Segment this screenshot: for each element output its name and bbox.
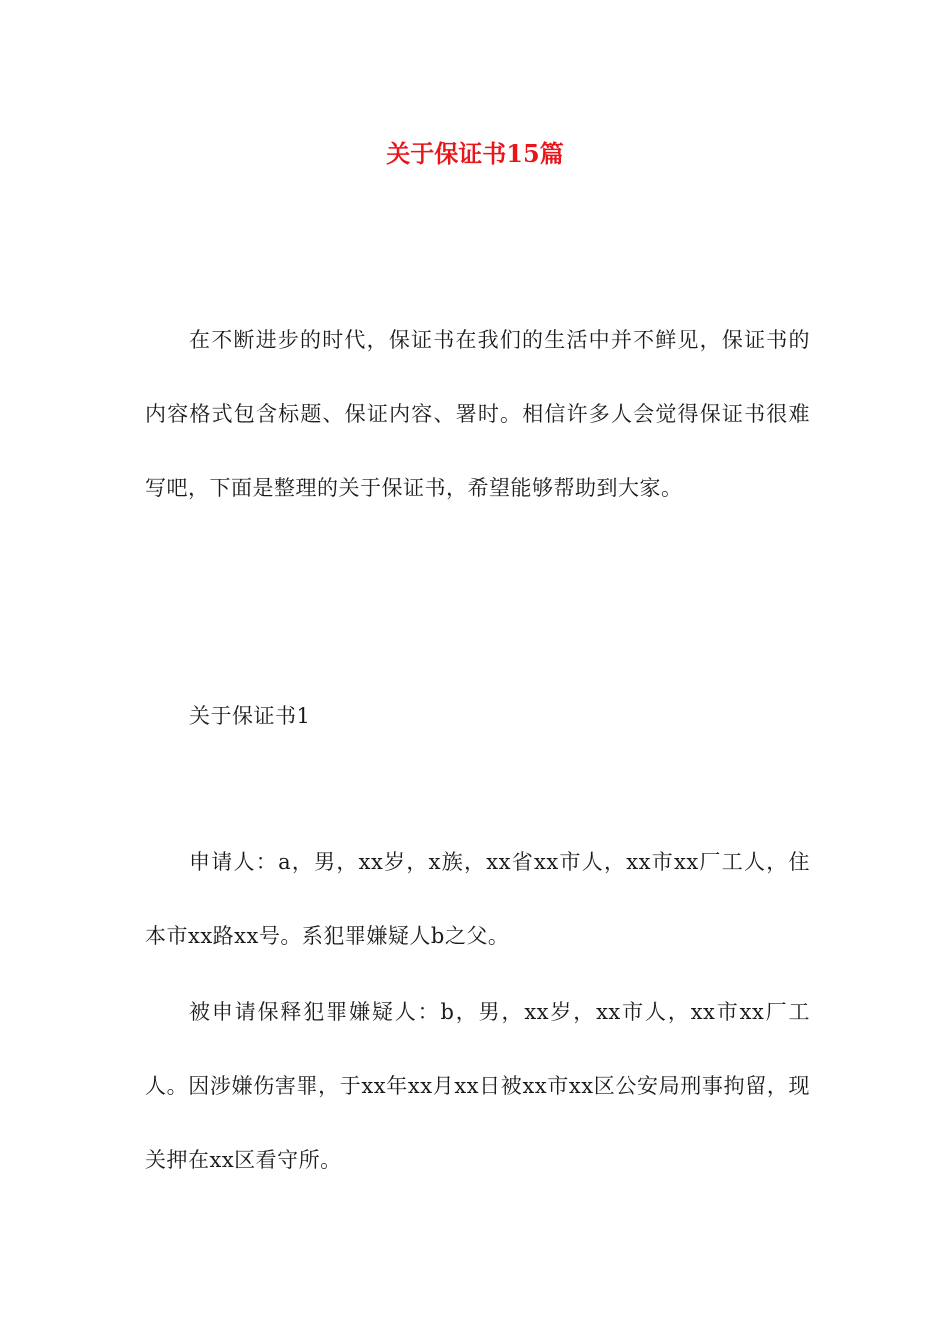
section-heading: 关于保证书1	[189, 704, 311, 728]
respondent-paragraph: 被申请保释犯罪嫌疑人：b，男，xx岁，xx市人，xx市xx厂工人。因涉嫌伤害罪，于xx年xx月xx日被xx市xx区公安局刑事拘留，现关押在xx区看守所。	[145, 1000, 810, 1172]
applicant-paragraph: 申请人：a，男，xx岁，x族，xx省xx市人，xx市xx厂工人，住本市xx路xx号。系犯罪嫌疑人b之父。	[145, 850, 810, 948]
document-title: 关于保证书15篇	[386, 139, 564, 168]
intro-paragraph: 在不断进步的时代，保证书在我们的生活中并不鲜见，保证书的内容格式包含标题、保证内容、署时。相信许多人会觉得保证书很难写吧，下面是整理的关于保证书，希望能够帮助到大家。	[145, 328, 810, 500]
